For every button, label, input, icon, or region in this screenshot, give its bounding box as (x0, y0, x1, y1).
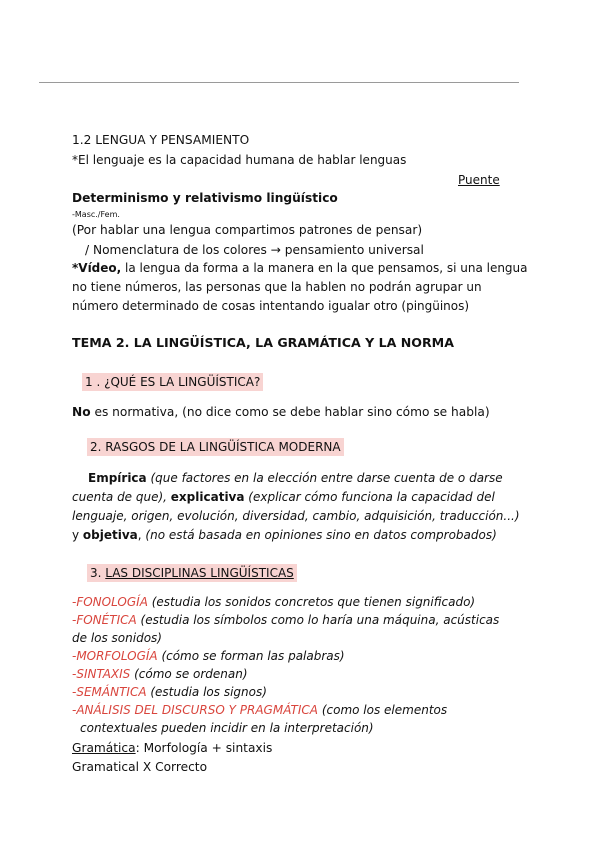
video-line-3: número determinado de cosas intentando igualar otro (pingüinos) (72, 299, 470, 313)
subsection-2-highlight: 2. RASGOS DE LA LINGÜÍSTICA MODERNA (87, 438, 344, 456)
rasgos-line-4b: , (137, 528, 146, 542)
subsection-2-heading (87, 439, 344, 455)
rasgos-line-4a: y (72, 528, 83, 542)
subsection-3-title: LAS DISCIPLINAS LINGÜÍSTICAS (105, 566, 294, 580)
discipline-term: -FONOLOGÍA (72, 595, 148, 609)
discipline-desc: (estudia los símbolos como lo haría una máquina, acústicas (136, 613, 500, 627)
discipline-item (72, 684, 267, 700)
puente-link[interactable]: Puente (458, 173, 500, 187)
discipline-item (72, 702, 447, 718)
objetiva-term: objetiva (82, 528, 138, 542)
determinismo-heading: Determinismo y relativismo lingüístico (72, 191, 338, 205)
discipline-term: -SINTAXIS (72, 667, 131, 681)
explicativa-desc: (explicar cómo funciona la capacidad del (244, 490, 495, 504)
no-label: No (72, 405, 91, 419)
discipline-desc: contextuales pueden incidir en la interpretación) (80, 721, 374, 735)
video-line-1 (72, 260, 528, 276)
discipline-item (72, 648, 345, 664)
gramatica-text: : Morfología + sintaxis (135, 741, 273, 755)
section-heading: 1.2 LENGUA Y PENSAMIENTO (72, 133, 250, 147)
discipline-item (72, 612, 499, 628)
discipline-desc: (como los elementos (318, 703, 448, 717)
normativa-line (72, 404, 490, 420)
objetiva-desc: (no está basada en opiniones sino en datos comprobados) (145, 528, 497, 542)
tema-title: TEMA 2. LA LINGÜÍSTICA, LA GRAMÁTICA Y LA NORMA (72, 335, 454, 350)
discipline-term: -ANÁLISIS DEL DISCURSO Y PRAGMÁTICA (72, 703, 319, 717)
determinismo-line-1: (Por hablar una lengua compartimos patrones de pensar) (72, 223, 423, 237)
video-text: la lengua da forma a la manera en la que pensamos, si una lengua (121, 261, 528, 275)
discipline-item (80, 720, 374, 736)
discipline-desc: (estudia los sonidos concretos que tienen significado) (147, 595, 476, 609)
determinismo-line-2: / Nomenclatura de los colores → pensamiento universal (85, 243, 424, 257)
rasgos-line-2 (72, 489, 495, 505)
rasgos-line-2a: cuenta de que), (72, 490, 171, 504)
normativa-text: es normativa, (no dice como se debe hablar sino cómo se habla) (90, 405, 490, 419)
discipline-term: -FONÉTICA (72, 613, 137, 627)
discipline-term: -SEMÁNTICA (72, 685, 147, 699)
subsection-3-highlight (87, 564, 297, 582)
explicativa-term: explicativa (170, 490, 245, 504)
gramatical-correcto-line: Gramatical X Correcto (72, 760, 208, 774)
discipline-term: -MORFOLOGÍA (72, 649, 158, 663)
discipline-desc: de los sonidos) (72, 631, 162, 645)
discipline-desc: (estudia los signos) (146, 685, 267, 699)
discipline-item (72, 630, 162, 646)
masc-fem-note: -Masc./Fem. (72, 210, 120, 219)
video-label: *Vídeo, (72, 261, 122, 275)
discipline-desc: (cómo se forman las palabras) (157, 649, 345, 663)
subsection-3-num: 3. (90, 566, 106, 580)
empirica-term: Empírica (88, 471, 147, 485)
rasgos-line-1 (88, 470, 503, 486)
top-divider (39, 82, 519, 83)
subsection-1-heading (82, 374, 263, 390)
rasgos-line-4 (72, 527, 497, 543)
empirica-desc: (que factores en la elección entre darse cuenta de o darse (146, 471, 503, 485)
rasgos-line-3: lenguaje, origen, evolución, diversidad, cambio, adquisición, traducción...) (72, 509, 520, 523)
subsection-3-heading (87, 565, 297, 581)
intro-line: *El lenguaje es la capacidad humana de hablar lenguas (72, 153, 407, 167)
gramatica-line (72, 740, 272, 756)
video-line-2: no tiene números, las personas que la hablen no podrán agrupar un (72, 280, 482, 294)
subsection-1-highlight: 1 . ¿QUÉ ES LA LINGÜÍSTICA? (82, 373, 263, 391)
discipline-desc: (cómo se ordenan) (130, 667, 248, 681)
gramatica-label: Gramática (72, 741, 136, 755)
discipline-item (72, 666, 248, 682)
discipline-item (72, 594, 475, 610)
